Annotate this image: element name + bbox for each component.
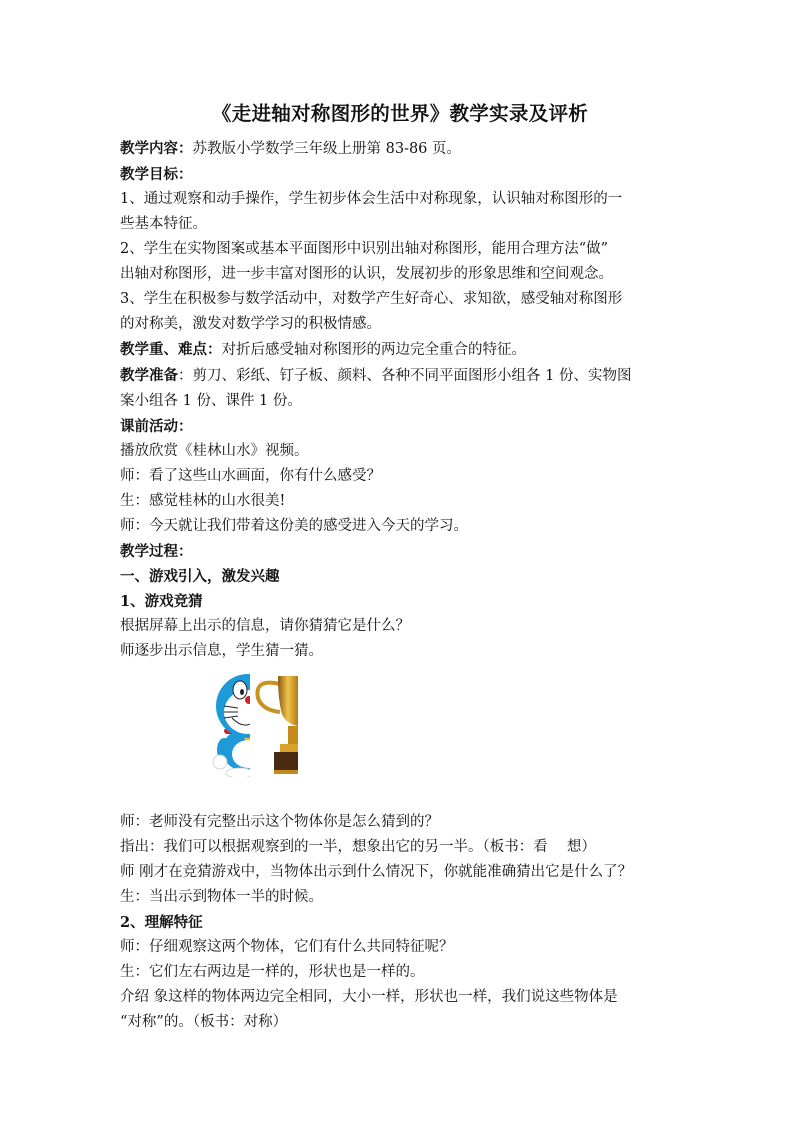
dialogue-line: “对称”的。（板书：对称）	[120, 1014, 288, 1030]
key-points-label: 教学重、难点：	[120, 341, 222, 358]
dialogue-line: 播放欣赏《桂林山水》视频。	[120, 443, 309, 459]
preparation-text-line2: 案小组各 1 份、课件 1 份。	[120, 393, 302, 409]
dialogue-line: 介绍 象这样的物体两边完全相同，大小一样，形状也一样，我们说这些物体是	[120, 989, 618, 1005]
objective-line: 1、通过观察和动手操作，学生初步体会生活中对称现象，认识轴对称图形的一	[120, 191, 623, 207]
objective-line: 出轴对称图形，进一步丰富对图形的认识，发展初步的形象思维和空间观念。	[120, 266, 613, 282]
trophy-half-image	[250, 674, 298, 777]
dialogue-line: 生：感觉桂林的山水很美!	[120, 493, 286, 509]
dialogue-line: 师：仔细观察这两个物体，它们有什么共同特征呢？	[120, 939, 454, 955]
process-label: 教学过程：	[120, 543, 193, 560]
section-heading: 一、游戏引入，激发兴趣	[120, 568, 280, 585]
document-page	[120, 98, 680, 1035]
preparation	[120, 363, 680, 389]
dialogue-line: 师 刚才在竞猜游戏中，当物体出示到什么情况下，你就能准确猜出它是什么了？	[120, 864, 633, 880]
dialogue-line: 师逐步出示信息，学生猜一猜。	[120, 643, 323, 659]
dialogue-line: 指出：我们可以根据观察到的一半，想象出它的另一半。（板书：看 想）	[120, 839, 596, 855]
objective-line: 2、学生在实物图案或基本平面图形中识别出轴对称图形，能用合理方法“做”	[120, 241, 609, 257]
teaching-content	[120, 136, 680, 162]
dialogue-line: 生：当出示到物体一半的时候。	[120, 889, 323, 905]
doraemon-half-image	[162, 674, 250, 777]
preparation-label: 教学准备	[120, 367, 178, 384]
objective-line: 些基本特征。	[120, 216, 207, 232]
dialogue-line: 师：老师没有完整出示这个物体你是怎么猜到的？	[120, 814, 439, 830]
subsection-heading: 1、游戏竞猜	[120, 593, 203, 610]
dialogue-line: 生：它们左右两边是一样的，形状也是一样的。	[120, 964, 425, 980]
key-points-text: 对折后感受轴对称图形的两边完全重合的特征。	[221, 342, 526, 358]
dialogue-line: 师：今天就让我们带着这份美的感受进入今天的学习。	[120, 518, 468, 534]
objectives-label: 教学目标：	[120, 166, 193, 183]
dialogue-line: 师：看了这些山水画面，你有什么感受？	[120, 468, 381, 484]
guess-images	[120, 674, 680, 798]
pre-class-label: 课前活动：	[120, 418, 193, 435]
teaching-content-text: 苏教版小学数学三年级上册第 83-86 页。	[192, 141, 462, 157]
dialogue-line: 根据屏幕上出示的信息，请你猜猜它是什么？	[120, 618, 410, 634]
document-title: 《走进轴对称图形的世界》教学实录及评析	[211, 102, 589, 125]
subsection-heading: 2、理解特征	[120, 914, 203, 931]
objective-line: 3、学生在积极参与数学活动中，对数学产生好奇心、求知欲，感受轴对称图形	[120, 291, 623, 307]
key-points	[120, 337, 680, 363]
preparation-text: ：剪刀、彩纸、钉子板、颜料、各种不同平面图形小组各 1 份、实物图	[178, 368, 632, 384]
teaching-content-label: 教学内容：	[120, 140, 193, 157]
objective-line: 的对称美，激发对数学学习的积极情感。	[120, 316, 381, 332]
